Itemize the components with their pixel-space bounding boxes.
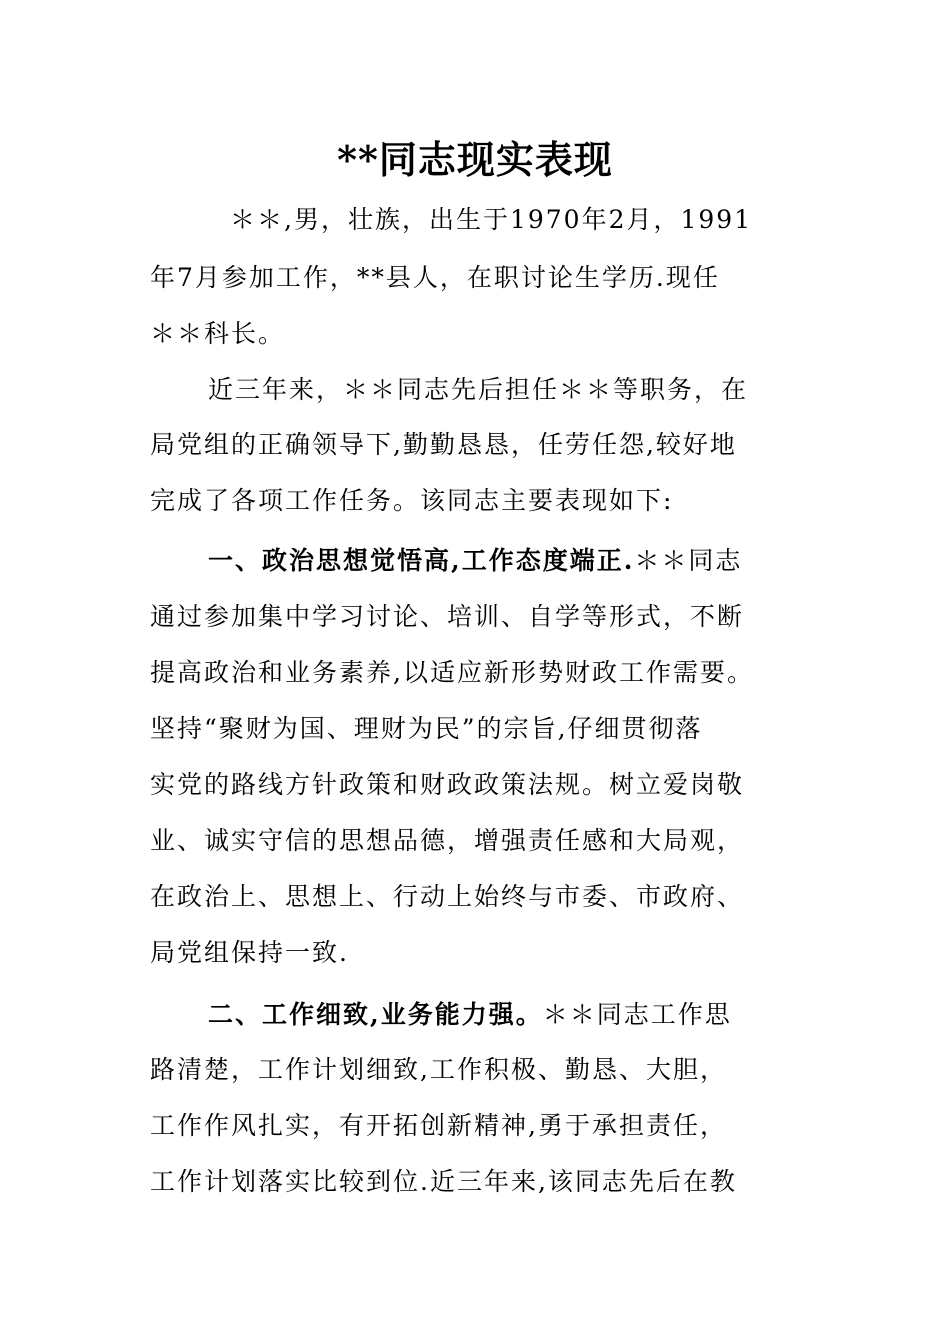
paragraph-3-line-6: 业、诚实守信的思想品德，增强责任感和大局观， xyxy=(150,826,745,855)
paragraph-4-line-4: 工作计划落实比较到位.近三年来,该同志先后在教 xyxy=(150,1167,737,1196)
paragraph-3-line-5: 实党的路线方针政策和财政政策法规。树立爱岗敬 xyxy=(150,770,745,799)
paragraph-4-line-1 xyxy=(208,995,830,1035)
paragraph-4-line-3: 工作作风扎实，有开拓创新精神,勇于承担责任， xyxy=(150,1111,727,1140)
section-2-lead: ＊＊同志工作思 xyxy=(542,1000,732,1029)
paragraph-1-line-3: ＊＊科长。 xyxy=(150,319,286,348)
document-title: **同志现实表现 xyxy=(337,137,613,182)
paragraph-2-line-2: 局党组的正确领导下,勤勤恳恳，任劳任怨,较好地 xyxy=(150,430,737,459)
paragraph-1-line-1: ＊＊,男，壮族，出生于1970年2月，1991 xyxy=(230,205,753,234)
section-1-lead: ＊＊同志 xyxy=(634,546,743,575)
paragraph-3-line-3: 提高政治和业务素养,以适应新形势财政工作需要。 xyxy=(150,658,754,687)
paragraph-3-line-7: 在政治上、思想上、行动上始终与市委、市政府、 xyxy=(150,882,745,911)
paragraph-3-line-4: 坚持“聚财为国、理财为民”的宗旨,仔细贯彻落 xyxy=(150,714,703,743)
section-2-heading: 二、工作细致,业务能力强。 xyxy=(208,1000,543,1029)
paragraph-3-line-8: 局党组保持一致. xyxy=(150,938,349,967)
paragraph-3-line-2: 通过参加集中学习讨论、培训、自学等形式，不断 xyxy=(150,602,745,631)
paragraph-4-line-2: 路清楚，工作计划细致,工作积极、勤恳、大胆， xyxy=(150,1055,727,1084)
paragraph-2-line-3: 完成了各项工作任务。该同志主要表现如下: xyxy=(150,486,674,515)
paragraph-2-line-1: 近三年来，＊＊同志先后担任＊＊等职务，在 xyxy=(208,375,749,404)
section-1-heading: 一、政治思想觉悟高,工作态度端正. xyxy=(208,546,635,575)
paragraph-3-line-1 xyxy=(208,541,830,581)
paragraph-1-line-2: 年7月参加工作，**县人，在职讨论生学历.现任 xyxy=(150,263,720,292)
